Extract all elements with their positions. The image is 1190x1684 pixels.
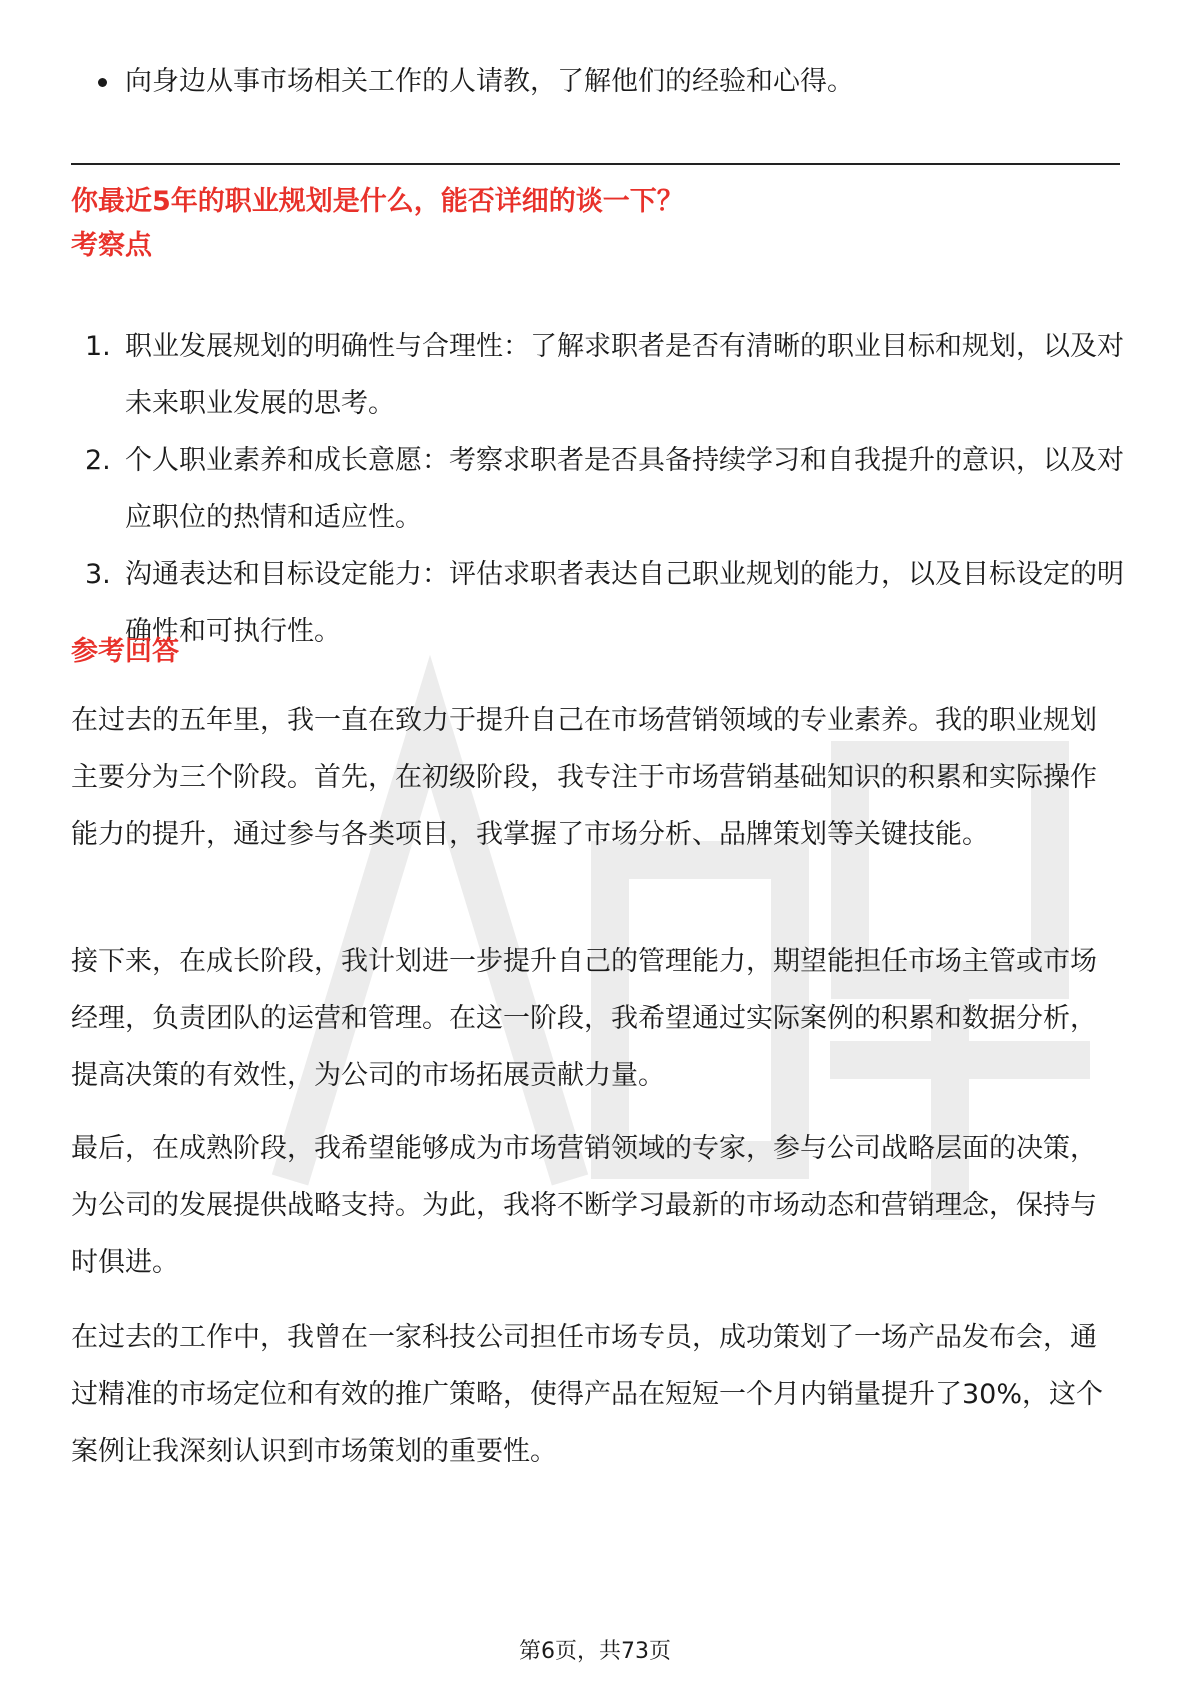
- answer-section-title: 参考回答: [71, 636, 179, 667]
- answer-paragraph: 在过去的工作中，我曾在一家科技公司担任市场专员，成功策划了一场产品发布会，通过精准的市场定位和有效的推广策略，使得产品在短短一个月内销量提升了30%，这个案例让我深刻认识到市场策划的重要性。: [71, 1322, 1104, 1467]
- points-list-item: [85, 546, 1125, 660]
- list-item: [98, 62, 854, 102]
- points-list-item: [85, 432, 1125, 546]
- list-number: 1.: [85, 331, 111, 362]
- points-section-title: 考察点: [71, 230, 152, 261]
- points-list-item: [85, 318, 1125, 432]
- list-item-text: 职业发展规划的明确性与合理性：了解求职者是否有清晰的职业目标和规划，以及对未来职业发展的思考。: [125, 331, 1124, 419]
- list-item-text: 沟通表达和目标设定能力：评估求职者表达自己职业规划的能力，以及目标设定的明确性和可执行性。: [125, 559, 1124, 647]
- page-footer: 第6页，共73页: [519, 1639, 671, 1664]
- bullet-text: 向身边从事市场相关工作的人请教，了解他们的经验和心得。: [125, 66, 854, 97]
- question-heading: 你最近5年的职业规划是什么，能否详细的谈一下？: [71, 186, 684, 217]
- list-number: 2.: [85, 445, 111, 476]
- answer-paragraph: 在过去的五年里，我一直在致力于提升自己在市场营销领域的专业素养。我的职业规划主要分为三个阶段。首先，在初级阶段，我专注于市场营销基础知识的积累和实际操作能力的提升，通过参与各类项目，我掌握了市场分析、品牌策划等关键技能。: [71, 705, 1097, 850]
- bullet-dot: [98, 78, 107, 87]
- list-item-text: 个人职业素养和成长意愿：考察求职者是否具备持续学习和自我提升的意识，以及对应职位的热情和适应性。: [125, 445, 1124, 533]
- points-list: [85, 318, 1125, 660]
- section-divider: [71, 163, 1120, 165]
- answer-paragraph: 接下来，在成长阶段，我计划进一步提升自己的管理能力，期望能担任市场主管或市场经理，负责团队的运营和管理。在这一阶段，我希望通过实际案例的积累和数据分析，提高决策的有效性，为公司的市场拓展贡献力量。: [71, 946, 1097, 1091]
- answer-paragraph: 最后，在成熟阶段，我希望能够成为市场营销领域的专家，参与公司战略层面的决策，为公司的发展提供战略支持。为此，我将不断学习最新的市场动态和营销理念，保持与时俱进。: [71, 1133, 1097, 1278]
- list-number: 3.: [85, 559, 111, 590]
